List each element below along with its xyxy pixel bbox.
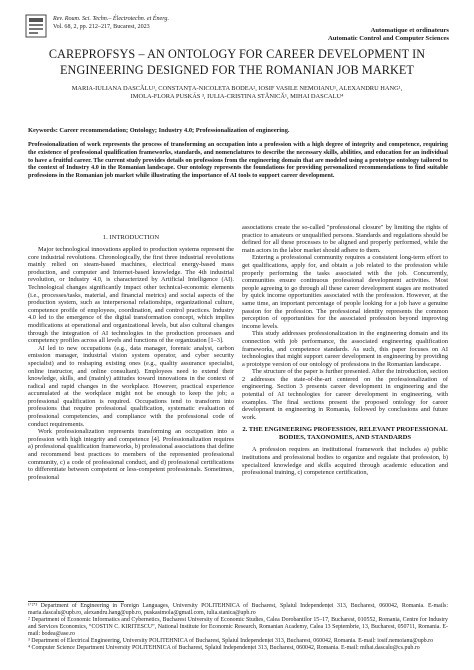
paragraph: A profession requires an institutional framework that includes a) public institutions and professional bodies to organize and regulate that profession, b) specialized knowledge and skills acquired through academic education and professional training, c) competence certification, xyxy=(242,446,448,477)
section-heading-engineering-profession: 2. THE ENGINEERING PROFESSION, RELEVANT PROFESSIONAL BODIES, TAXONOMIES, AND STANDARDS xyxy=(242,426,448,442)
title-line-2: ENGINEERING DESIGNED FOR THE ROMANIAN JOB MARKET xyxy=(60,62,414,77)
footnote: ¹ʼ²ʼ³ Department of Engineering in Foreign Languages, University POLITEHNICA of Bucharest, Splaiul Independenței 313, Bucharest, 060042, Romania. E-mails: maria.dascalu@upb.ro, alexandru.hang@upb.ro, puskasimola@gmail.com, iulia.stanica@upb.ro xyxy=(28,603,448,617)
paragraph: AI led to new occupations (e.g., data manager, forensic analyst, carbon emission manager, industrial vision system operator, and cyber security specialist) and to reshaping existing ones (e.g., quality assurance specialist, online instructor, and online consultant). Employees need to extend their knowledge, skills, and (mainly) attitudes toward innovations in the context of radical and rapid changes in the workplace. However, practical experience accumulated at the workplace might not be enough to keep the job; a professional qualification is required. Occupations tend to transform into professions that require professional qualification, systematic evaluation of professional competencies, and compliance with the professional code of conduct requirements. xyxy=(28,344,234,428)
paragraph: Entering a professional community requires a consistent long-term effort to get qualifications, apply for, and obtain a job related to the profession while properly performing the tasks associated with the job. Concurrently, communities ensure continuous professional development activities. Most people agreeing to go through all these career development stages are motivated by quick income opportunities associated with the profession. However, at the same time, an important percentage of people looking for a job have a genuine passion for the profession. The professional identity represents the common perception of opportunities for the associated profession beyond improving income levels. xyxy=(242,254,448,330)
journal-volume: Vol. 68, 2, pp. 212–217, Bucarest, 2023 xyxy=(53,24,150,30)
footnote: ² Department of Economic Informatics and Cybernetics, Bucharest University of Economic Studies, Calea Dorobantilor 15–17, Bucharest, 010552, Romania, Centre for Industry and Services Economics, “COSTIN C. KIRITESCU”, National Institute for Economic Research, Romanian Academy, Calea 13 Septembrie, 13, Bucharest, 050711, Romania. E-mail: bodea@ase.ro xyxy=(28,617,448,638)
paper-title xyxy=(24,47,450,78)
footnote: ³ Department of Electrical Engineering, University POLITEHNICA of Bucharest, Splaiul Independenței 313, Bucharest, 060042, Romania. E-mail: iosif.nemoianu@upb.ro xyxy=(28,638,434,645)
journal-logo-icon xyxy=(25,14,47,38)
paragraph: Major technological innovations applied to production systems represent the core industrial revolutions. Chronologically, the first three industrial revolutions mainly relied on steam-based machines, electrical energy-based mass production, and computer and Internet-based knowledge. The 4th industrial revolution, or Industry 4.0, is characterized by Artificial Intelligence (AI). Technological changes significantly impact other technical-economic elements (i.e., processes/tasks, material, and financial metrics) and social aspects of the production system, such as interpersonal relationships, organizational culture, competence profile of employees, coordination, and control practices. Industry 4.0 led to the emergence of the digital transformation concept, which implies modifications at operational and organizational levels, but also cultural changes through the integration of AI technologies in the production processes and competency profiles across all levels and functions of the organization [1–3]. xyxy=(28,246,234,345)
section-heading-introduction: 1. INTRODUCTION xyxy=(102,234,160,241)
keywords: Keywords: Career recommendation; Ontology; Industry 4.0; Professionalization of engineering. xyxy=(28,127,290,134)
paragraph: associations create the so-called "professional closure" by limiting the rights of practice to amateurs or unqualified persons. Standards and regulations should be defined for all these processes to be aligned and properly performed, while the main actors in the labor market should adhere to them. xyxy=(242,224,448,254)
paragraph: Work professionalization represents transforming an occupation into a profession with high integrity and competence [4]. Professionalization requires a) professional qualification frameworks, b) professional associations that define and recommend best practices to members of the represented professional community, c) a code of professional conduct, and d) professional certifications to differentiate between competent or less-competent professionals. Sometimes, professional xyxy=(28,428,234,481)
journal-section xyxy=(328,27,449,43)
paragraph: This study addresses professionalization in the engineering domain and its connection with job performance, the associated engineering qualification frameworks, and competence standards. As such, this paper focuses on AI technologies that might support career development in engineering by providing a prototype version of our ontology of professions in the Romanian landscape. xyxy=(242,330,448,368)
journal-name: Rev. Roum. Sci. Techn.– Électrotechn. et Énerg. xyxy=(53,16,169,22)
footnote: ⁴ Computer Science Department University POLITEHNICA of Bucharest, Splaiul Independenței 313, Bucharest, 060042, Romania. E-mail: mihai.dascalu@cs.pub.ro xyxy=(28,645,420,652)
section-label-en: Automatic Control and Computer Sciences xyxy=(327,35,449,43)
paragraph: The structure of the paper is further presented. After the introduction, section 2 addresses the state-of-the-art centered on the professionalization of engineering. Section 3 presents career development in engineering and the potential of AI technologies for career development in engineering, with examples. The final sections present the proposed ontology for career development in engineering in Romania, followed by conclusions and future work. xyxy=(242,368,448,421)
abstract: Professionalization of work represents the process of transforming an occupation into a profession with a high degree of integrity and competence, requiring the existence of professional qualification frameworks, standards, and nomenclatures to describe the necessary skills, abilities, and education for an individual to have a fruitful career. The current study provides details on professions from the engineering domain that are modeled using a prototype ontology tailored to the context of Industry 4.0 in the Romanian landscape. Our ontology represents the foundations for providing personalized recommendations to find suitable professions in the Romanian job market while illustrating the importance of AI tools to support career development. xyxy=(28,141,448,179)
authors-line-1: MARIA-IULIANA DASCĂLU¹, CONSTANȚA-NICOLETA BODEA², IOSIF VASILE NEMOIANU¹, ALEXANDRU HANG¹, xyxy=(71,85,403,92)
footnotes xyxy=(28,603,448,652)
left-column xyxy=(28,232,234,481)
journal-header xyxy=(25,14,449,43)
authors-line-2: IMOLA-FLORA PUSKÁS ³, IULIA-CRISTINA STĂNICĂ¹, MIHAI DASCALU⁴ xyxy=(130,93,344,101)
right-column xyxy=(242,224,448,477)
title-line-1: CAREPROFSYS – AN ONTOLOGY FOR CAREER DEVELOPMENT IN xyxy=(48,47,426,61)
footnote-divider xyxy=(28,601,124,602)
section-label-fr: Automatique et ordinateurs xyxy=(370,27,449,34)
author-list xyxy=(24,85,450,102)
